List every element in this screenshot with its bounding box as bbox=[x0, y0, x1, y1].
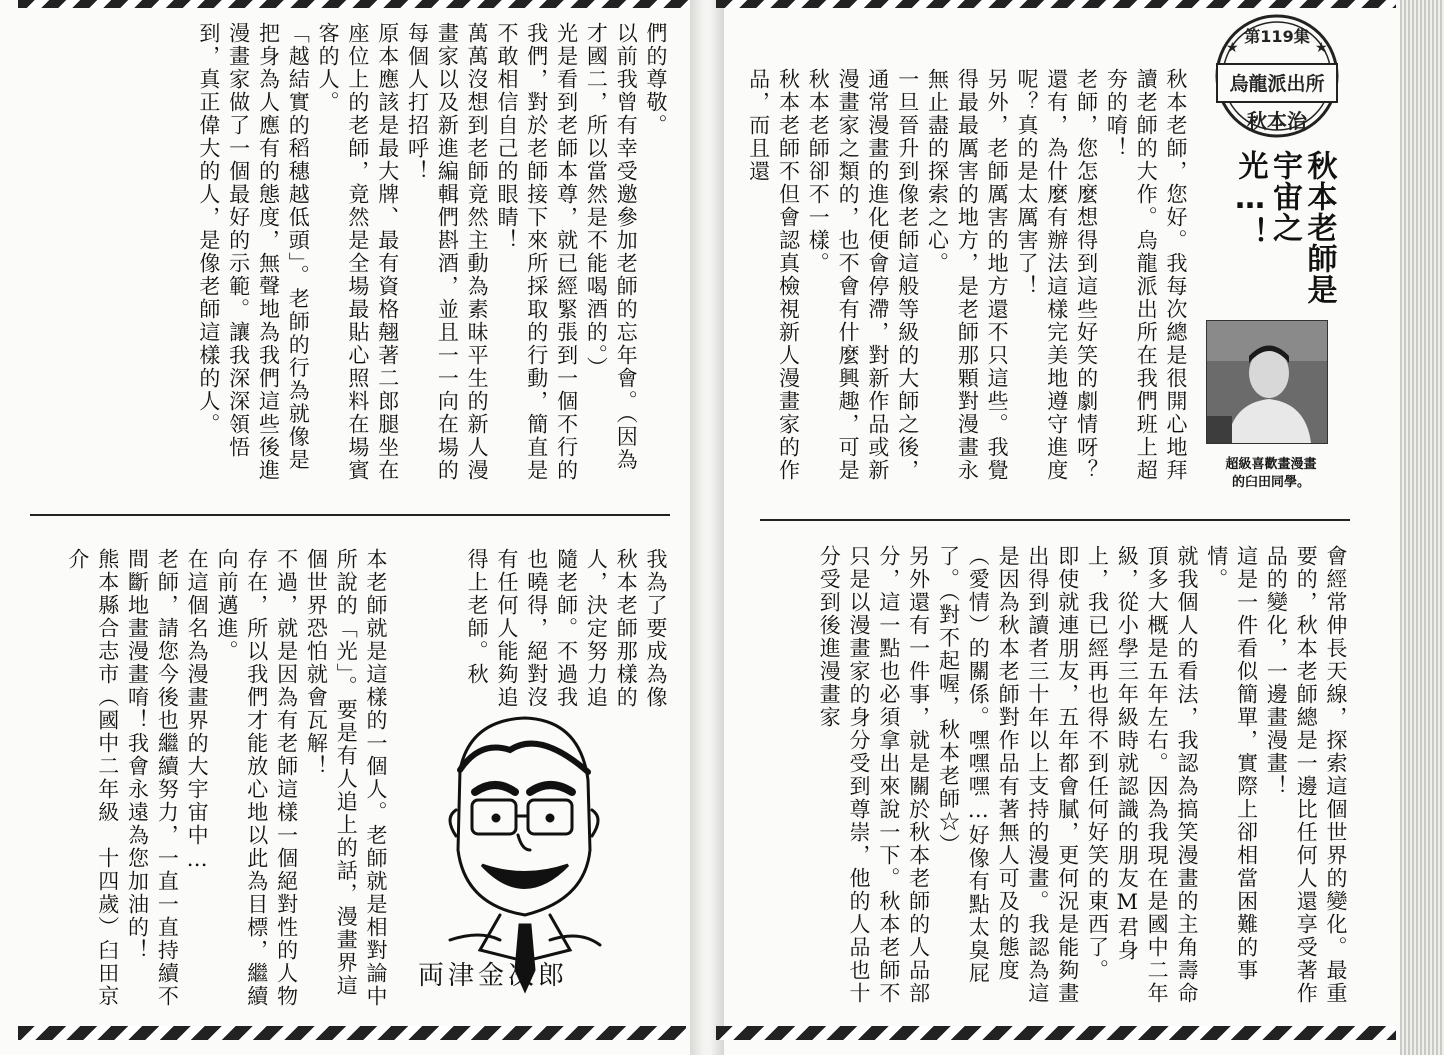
paragraph: 們的尊敬。 bbox=[644, 22, 668, 137]
caption-line-1: 超級喜歡畫漫畫 bbox=[1225, 457, 1317, 472]
page-edges bbox=[1400, 0, 1444, 1055]
person-photo-icon bbox=[1207, 321, 1327, 443]
right-upper-text bbox=[746, 68, 1190, 488]
paragraph: 「越結實的稻穗越低頭」。老師的行為就像是把身為人應有的態度，無聲地為我們這些後進漫畫家做了一個最好的示範。讓我深深領悟到，真正偉大的人，是像老師這樣的人。 bbox=[196, 22, 311, 482]
paragraph: 我為了要成為像秋本老師那樣的人，決定努力追隨老師。不過我也曉得，絕對沒有任何人能夠追得上老師。秋 bbox=[465, 548, 668, 709]
student-photo bbox=[1206, 320, 1328, 444]
paragraph: 原本應該是最大牌、最有資格翹著二郎腿坐在座位上的老師，竟然是全場最貼心照料在場賓客的人。 bbox=[316, 22, 400, 482]
paragraph: 一旦晉升到像老師這般等級的大師之後，通常漫畫的進化便會停滯，對新作品或新漫畫家之類的，也不會有什麼興趣，可是秋本老師卻不一樣。 bbox=[806, 68, 920, 482]
stamp-series: 烏龍派出所 bbox=[1229, 73, 1325, 95]
book-gutter bbox=[690, 0, 724, 1055]
stamp-author: 秋本治 bbox=[1247, 109, 1307, 133]
bottom-stripe-left bbox=[18, 1026, 686, 1040]
stamp-issue: 第119集 bbox=[1244, 27, 1310, 46]
left-lower-narrow-text bbox=[420, 548, 670, 718]
paragraph: 以前我曾有幸受邀參加老師的忘年會。（因為才國二，所以當然是不能喝酒的。） bbox=[584, 22, 639, 472]
signature-line: 熊本縣合志市（國中二年級 十四歲）臼田京介 bbox=[65, 548, 120, 1008]
paragraph: 在這個名為漫畫界的大宇宙中… bbox=[185, 548, 210, 873]
drawing-signature: 両津金次郎 bbox=[418, 961, 569, 991]
right-divider bbox=[760, 519, 1350, 521]
right-lower-text bbox=[770, 545, 1350, 1007]
paragraph: 本老師就是這樣的一個人。老師就是相對論中所說的「光」。要是有人追上的話，漫畫界這個世界恐怕就會瓦解！ bbox=[304, 548, 388, 1008]
caption-line-2: 的臼田同學。 bbox=[1231, 474, 1310, 490]
paragraph: 萬萬沒想到老師竟然主動為素昧平生的新人漫畫家以及新進編輯們斟酒，並且一一向在場的每個人打招呼！ bbox=[405, 22, 490, 482]
volume-stamp bbox=[1212, 4, 1342, 144]
stamp-star-left-icon: ★ bbox=[1226, 40, 1239, 56]
paragraph: 秋本老師不但會認真檢視新人漫畫家的作品，而且還 bbox=[746, 68, 801, 482]
stamp-star-right-icon: ★ bbox=[1315, 40, 1328, 56]
title-line-1: 秋本老師是 bbox=[1301, 150, 1337, 305]
paragraph: 就我個人的看法，我認為搞笑漫畫的主角壽命頂多大概是五年左右。因為我現在是國中二年級，從小學三年級時就認識的朋友M君身上，我已經再也得不到任何好笑的東西了。 bbox=[1085, 545, 1199, 1005]
left-upper-text bbox=[70, 22, 670, 494]
paragraph: 即使就連朋友，五年都會膩，更何況是能夠畫出得到讀者三十年以上支持的漫畫。我認為這是因為秋本老師對作品有著無人可及的態度（愛情）的關係。嘿嘿嘿…好像有點太臭屁了。（對不起喔，秋本老師☆） bbox=[936, 545, 1080, 1005]
left-divider bbox=[30, 514, 670, 516]
paragraph: 光是看到老師本尊，就已經緊張到一個不行的我們，對於老師接下來所採取的行動，簡直是不敢相信自己的眼睛！ bbox=[494, 22, 579, 482]
top-stripe-left bbox=[18, 0, 690, 8]
paragraph: 這是一件看似簡單，實際上卻相當困難的事情。 bbox=[1204, 545, 1259, 982]
paragraph: 另外，老師厲害的地方還不只這些。我覺得最最厲害的地方，是老師那顆對漫畫永無止盡的探索之心。 bbox=[925, 68, 1010, 482]
title-line-2: 宇宙之光…！ bbox=[1232, 150, 1302, 248]
article-title bbox=[1232, 150, 1336, 340]
paragraph: 另外還有一件事，就是關於秋本老師的人品部分，這一點也必須拿出來說一下。秋本老師不只是以漫畫家的身分受到尊崇，他的人品也十分受到後進漫畫家 bbox=[817, 545, 931, 1005]
paragraph: 老師，請您今後也繼續努力，一直一直持續不間斷地畫漫畫唷！我會永遠為您加油的！ bbox=[125, 548, 180, 1008]
bottom-stripe-right bbox=[716, 1026, 1396, 1040]
photo-caption bbox=[1196, 456, 1346, 491]
paragraph: 會經常伸長天線，探索這個世界的變化。最重要的，秋本老師總是一邊比任何人還享受著作品的變化，一邊畫漫畫！ bbox=[1264, 545, 1348, 1005]
paragraph: 不過，就是因為有老師這樣一個絕對性的人物存在，所以我們才能放心地以此為目標，繼續向前邁進。 bbox=[214, 548, 299, 1008]
left-lower-text bbox=[65, 548, 390, 1008]
paragraph: 秋本老師，您好。我每次總是很開心地拜讀老師的大作。烏龍派出所在我們班上超夯的唷！ bbox=[1104, 68, 1188, 482]
paragraph: 老師，您怎麼想得到這些好笑的劇情呀？還有，為什麼有辦法這樣完美地遵守進度呢？真的是太厲害了！ bbox=[1014, 68, 1099, 482]
